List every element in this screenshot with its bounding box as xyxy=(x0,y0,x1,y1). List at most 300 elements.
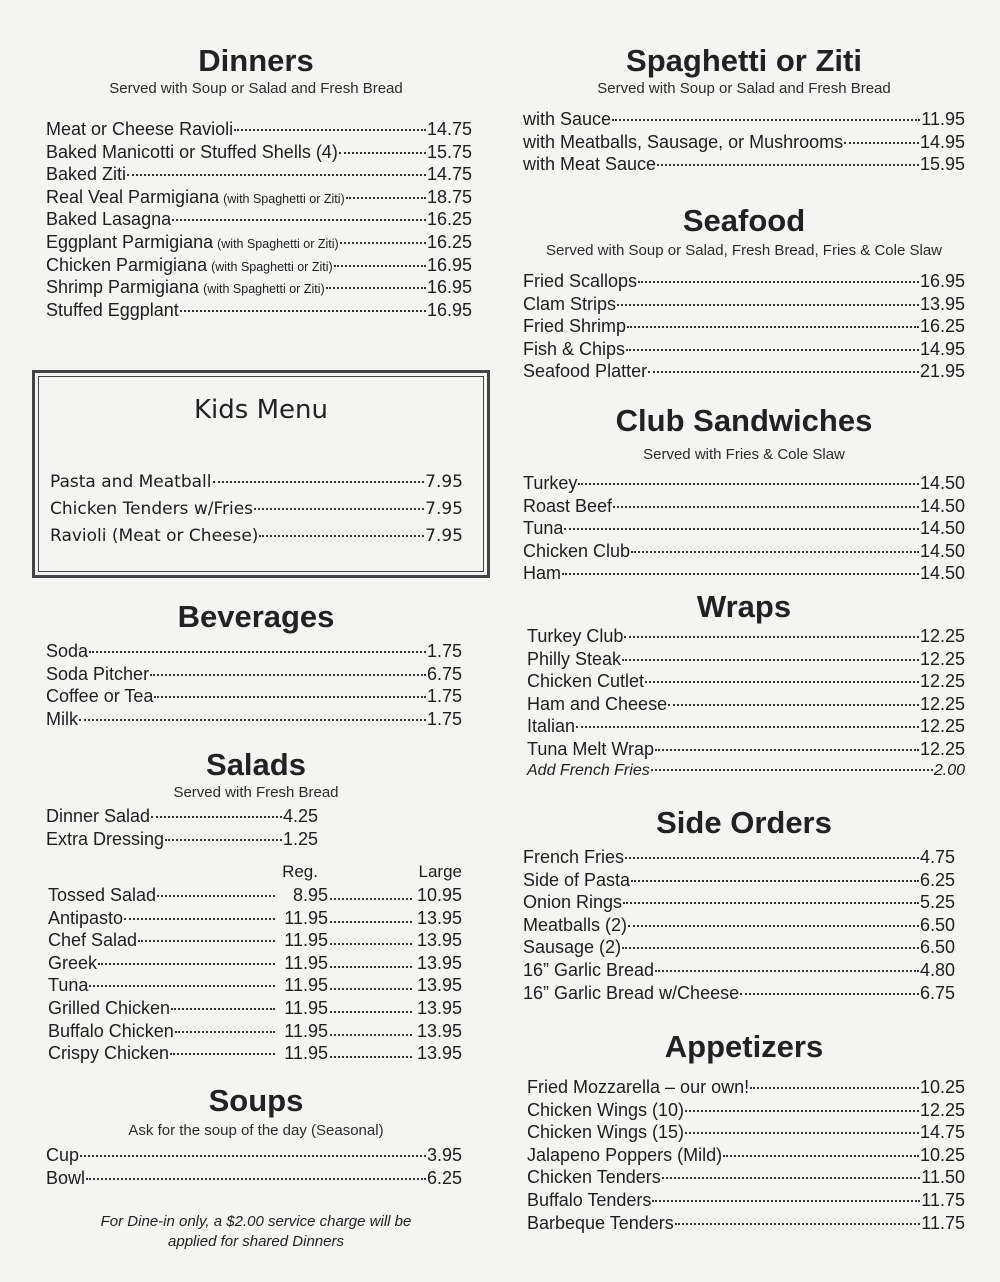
salad-reg-price: 11.95 xyxy=(284,1020,328,1041)
menu-item-price: 4.25 xyxy=(282,806,318,826)
leader-dots xyxy=(648,371,919,373)
leader-dots xyxy=(254,508,424,510)
menu-item-price: 14.75 xyxy=(426,119,472,139)
menu-item-price: 14.75 xyxy=(919,1122,965,1143)
menu-item-name: Chicken Parmigiana xyxy=(46,254,208,275)
menu-item-row xyxy=(50,469,463,496)
menu-item-price: 1.75 xyxy=(426,686,462,707)
leader-dots xyxy=(626,349,919,351)
menu-item-name: Pasta and Meatball xyxy=(50,472,212,492)
menu-item-row xyxy=(46,640,462,663)
menu-item-price: 11.75 xyxy=(921,1189,965,1210)
menu-item-name: Soda xyxy=(46,641,89,661)
seafood-section xyxy=(523,204,965,260)
menu-item-row xyxy=(46,231,472,254)
leader-dots xyxy=(175,1031,275,1033)
menu-item-price: 1.75 xyxy=(426,708,462,729)
leader-dots xyxy=(98,963,275,965)
spaghetti-section xyxy=(523,44,965,98)
club-list xyxy=(523,472,965,585)
leader-dots xyxy=(89,651,426,653)
wraps-section xyxy=(523,590,965,624)
menu-item-name: Chicken Cutlet xyxy=(527,671,645,692)
sides-list xyxy=(523,846,955,1004)
menu-item-row xyxy=(523,293,965,316)
menu-item-name: Bowl xyxy=(46,1167,86,1188)
salad-name: Crispy Chicken xyxy=(48,1043,170,1064)
salad-reg-price: 11.95 xyxy=(284,907,328,928)
menu-item-price: 6.75 xyxy=(426,663,462,684)
menu-item-price: 15.75 xyxy=(426,141,472,162)
menu-item-price: 10.25 xyxy=(919,1144,965,1165)
leader-dots xyxy=(740,993,919,995)
seafood-subtitle: Served with Soup or Salad, Fresh Bread, Fries & Cole Slaw xyxy=(545,242,942,259)
menu-item-row xyxy=(523,562,965,585)
menu-item-name: Tuna Melt Wrap xyxy=(527,738,655,759)
leader-dots xyxy=(623,902,919,904)
menu-item-name: Seafood Platter xyxy=(523,361,648,382)
menu-item-price: 11.50 xyxy=(921,1167,965,1188)
salad-name-cell xyxy=(48,1042,276,1065)
leader-dots xyxy=(622,659,919,661)
wraps-list xyxy=(527,625,965,761)
salad-large-price: 13.95 xyxy=(416,907,462,928)
leader-dots xyxy=(172,219,426,221)
addon-price: 2.00 xyxy=(933,762,965,779)
menu-item-row xyxy=(46,828,318,851)
leader-dots xyxy=(346,197,426,199)
spaghetti-list xyxy=(523,108,965,176)
leader-dots xyxy=(138,940,275,942)
leader-dots xyxy=(89,985,275,987)
menu-item-name: with Meat Sauce xyxy=(523,154,657,175)
salad-name: Tossed Salad xyxy=(48,885,157,905)
leader-dots xyxy=(80,1155,426,1157)
menu-item-note: (with Spaghetti or Ziti) xyxy=(217,236,339,251)
menu-item-row xyxy=(523,869,955,892)
menu-item-row xyxy=(46,708,462,731)
menu-item-price: 12.25 xyxy=(919,1099,965,1120)
menu-item-name: 16” Garlic Bread xyxy=(523,959,655,980)
menu-item-row xyxy=(527,1144,965,1167)
salad-row xyxy=(46,952,466,975)
menu-item-name: Roast Beef xyxy=(523,495,613,516)
menu-item-price: 4.80 xyxy=(919,959,955,980)
menu-item-row xyxy=(46,254,472,277)
menu-item-price: 14.50 xyxy=(919,473,965,493)
menu-item-row xyxy=(46,1144,462,1167)
menu-item-price: 16.95 xyxy=(426,277,472,298)
salads-simple-list xyxy=(46,805,318,850)
salads-section xyxy=(46,748,466,802)
dinners-section xyxy=(46,44,466,98)
wraps-addon xyxy=(527,760,965,783)
menu-item-row xyxy=(523,131,965,154)
leader-dots xyxy=(750,1087,919,1089)
leader-dots xyxy=(655,749,919,751)
menu-item-note: (with Spaghetti or Ziti) xyxy=(223,191,345,206)
menu-item-price: 7.95 xyxy=(425,499,463,519)
leader-dots xyxy=(340,242,426,244)
salads-size-header xyxy=(46,862,466,884)
leader-dots xyxy=(330,898,412,900)
menu-item-name: Ham and Cheese xyxy=(527,693,668,714)
menu-item-note: (with Spaghetti or Ziti) xyxy=(211,259,333,274)
menu-item-row xyxy=(523,540,965,563)
salad-name-cell xyxy=(48,997,276,1020)
club-subtitle: Served with Fries & Cole Slaw xyxy=(643,446,845,463)
menu-item-row xyxy=(46,118,472,141)
salads-sized-rows xyxy=(46,884,466,1065)
leader-dots xyxy=(127,174,426,176)
salad-reg-price: 11.95 xyxy=(284,930,328,951)
menu-item-name: Chicken Wings (15) xyxy=(527,1122,685,1143)
leader-dots xyxy=(330,921,412,923)
menu-item-row xyxy=(527,648,965,671)
menu-item-name: Baked Lasagna xyxy=(46,209,172,230)
menu-item-name: Barbeque Tenders xyxy=(527,1212,674,1233)
salads-sized-table xyxy=(46,862,466,1065)
leader-dots xyxy=(675,1223,921,1225)
menu-item-name: Onion Rings xyxy=(523,892,623,913)
leader-dots xyxy=(624,636,919,638)
menu-item-row xyxy=(523,270,965,293)
menu-item-name: French Fries xyxy=(523,847,625,867)
menu-item-price: 14.95 xyxy=(919,131,965,152)
menu-item-name: Fish & Chips xyxy=(523,338,626,359)
menu-item-price: 14.50 xyxy=(919,563,965,584)
menu-item-name: Milk xyxy=(46,708,78,729)
leader-dots xyxy=(655,970,919,972)
menu-item-price: 12.25 xyxy=(919,716,965,737)
menu-item-name: Baked Manicotti or Stuffed Shells (4) xyxy=(46,141,338,162)
soups-title: Soups xyxy=(208,1083,304,1118)
menu-item-name: Cup xyxy=(46,1145,80,1165)
leader-dots xyxy=(330,1056,412,1058)
menu-item-price: 16.95 xyxy=(426,299,472,320)
leader-dots xyxy=(668,704,919,706)
salad-large-price: 13.95 xyxy=(416,997,462,1018)
menu-item-row xyxy=(527,625,965,648)
shared-dinner-footnote xyxy=(46,1212,466,1252)
menu-item-name: Baked Ziti xyxy=(46,164,127,185)
menu-item-note: (with Spaghetti or Ziti) xyxy=(203,282,325,297)
menu-item-name: Turkey xyxy=(523,473,578,493)
menu-item-price: 16.25 xyxy=(426,231,472,252)
menu-item-row xyxy=(46,663,462,686)
menu-item-name: Fried Mozzarella – our own! xyxy=(527,1077,750,1097)
menu-item-name: Eggplant Parmigiana xyxy=(46,231,214,252)
menu-item-price: 16.25 xyxy=(919,316,965,337)
kids-menu-title: Kids Menu xyxy=(194,395,328,425)
leader-dots xyxy=(685,1110,919,1112)
salad-reg-price: 11.95 xyxy=(284,975,328,996)
menu-item-name: Dinner Salad xyxy=(46,806,151,826)
club-section xyxy=(523,404,965,464)
leader-dots xyxy=(617,304,919,306)
menu-item-row xyxy=(523,846,955,869)
menu-item-row xyxy=(50,496,463,523)
salad-reg-price: 8.95 xyxy=(292,885,328,905)
footnote-line-1: For Dine-in only, a $2.00 service charge will be xyxy=(100,1213,412,1230)
salad-name: Buffalo Chicken xyxy=(48,1020,174,1041)
leader-dots xyxy=(259,535,424,537)
menu-item-name: Meat or Cheese Ravioli xyxy=(46,119,234,139)
menu-item-name: Sausage (2) xyxy=(523,937,622,958)
menu-item-row xyxy=(46,685,462,708)
leader-dots xyxy=(151,816,282,818)
menu-item-row xyxy=(523,360,965,383)
menu-item-price: 6.25 xyxy=(919,869,955,890)
menu-item-name: Stuffed Eggplant xyxy=(46,299,179,320)
menu-item-row xyxy=(46,1167,462,1190)
menu-item-name: Chicken Wings (10) xyxy=(527,1099,685,1120)
leader-dots xyxy=(651,769,933,771)
kids-menu-list xyxy=(50,469,463,550)
menu-item-row xyxy=(523,338,965,361)
menu-item-price: 16.95 xyxy=(426,254,472,275)
menu-item-row xyxy=(527,670,965,693)
kids-menu-box xyxy=(32,370,490,578)
soups-subtitle: Ask for the soup of the day (Seasonal) xyxy=(128,1122,384,1139)
leader-dots xyxy=(79,719,426,721)
menu-item-row xyxy=(46,805,318,828)
leader-dots xyxy=(613,506,919,508)
leader-dots xyxy=(330,988,412,990)
salads-title: Salads xyxy=(206,747,306,782)
menu-item-price: 14.95 xyxy=(919,338,965,359)
menu-item-price: 12.25 xyxy=(919,738,965,759)
menu-item-name: Meatballs (2) xyxy=(523,914,628,935)
menu-item-name: Jalapeno Poppers (Mild) xyxy=(527,1144,723,1165)
leader-dots xyxy=(622,947,919,949)
menu-item-row xyxy=(527,715,965,738)
menu-item-name: Clam Strips xyxy=(523,293,617,314)
menu-item-row xyxy=(523,959,955,982)
menu-item-row xyxy=(46,208,472,231)
menu-item-row xyxy=(46,141,472,164)
menu-item-row xyxy=(527,1189,965,1212)
leader-dots xyxy=(86,1178,426,1180)
club-title: Club Sandwiches xyxy=(615,403,873,438)
salad-row xyxy=(46,929,466,952)
menu-item-row xyxy=(523,153,965,176)
soups-section xyxy=(46,1084,466,1140)
soups-list xyxy=(46,1144,462,1189)
menu-item-row xyxy=(46,276,472,299)
menu-item-name: Fried Shrimp xyxy=(523,316,627,337)
leader-dots xyxy=(652,1200,920,1202)
menu-item-name: Buffalo Tenders xyxy=(527,1189,652,1210)
menu-item-price: 6.75 xyxy=(919,982,955,1003)
salad-row xyxy=(46,884,466,907)
menu-item-name: Real Veal Parmigiana xyxy=(46,186,220,207)
salad-name-cell xyxy=(48,1020,276,1043)
salad-row xyxy=(46,997,466,1020)
menu-item-name: Shrimp Parmigiana xyxy=(46,277,200,298)
menu-item-price: 11.95 xyxy=(921,109,965,129)
menu-item-price: 21.95 xyxy=(919,361,965,382)
salad-large-price: 13.95 xyxy=(416,952,462,973)
leader-dots xyxy=(723,1155,919,1157)
menu-item-price: 13.95 xyxy=(919,293,965,314)
menu-item-price: 7.95 xyxy=(425,472,463,492)
leader-dots xyxy=(576,726,919,728)
menu-item-price: 14.50 xyxy=(919,518,965,539)
menu-item-row xyxy=(527,693,965,716)
menu-item-name: Tuna xyxy=(523,518,564,539)
menu-item-price: 16.25 xyxy=(426,209,472,230)
salad-row xyxy=(46,974,466,997)
menu-item-price: 11.75 xyxy=(921,1212,965,1233)
menu-item-name: with Sauce xyxy=(523,109,612,129)
salad-name-cell xyxy=(48,974,276,997)
menu-item-price: 6.50 xyxy=(919,914,955,935)
leader-dots xyxy=(150,674,426,676)
leader-dots xyxy=(645,681,919,683)
menu-item-price: 3.95 xyxy=(426,1145,462,1165)
reg-size-label: Reg. xyxy=(282,862,318,881)
menu-item-name: Ham xyxy=(523,563,562,584)
salad-name: Tuna xyxy=(48,975,89,996)
salad-large-price: 13.95 xyxy=(416,930,462,951)
menu-item-price: 15.95 xyxy=(919,154,965,175)
menu-item-row xyxy=(527,1166,965,1189)
leader-dots xyxy=(628,925,919,927)
menu-item-name: Fried Scallops xyxy=(523,271,638,291)
leader-dots xyxy=(326,287,426,289)
menu-item-row xyxy=(523,982,955,1005)
leader-dots xyxy=(631,551,919,553)
leader-dots xyxy=(844,142,919,144)
beverages-list xyxy=(46,640,462,730)
dinners-title: Dinners xyxy=(198,43,314,78)
menu-item-name: Italian xyxy=(527,716,576,737)
leader-dots xyxy=(627,326,919,328)
menu-item-row xyxy=(523,936,955,959)
leader-dots xyxy=(330,966,412,968)
menu-item-name: Side of Pasta xyxy=(523,869,631,890)
menu-item-row xyxy=(523,891,955,914)
menu-item-row xyxy=(50,523,463,550)
menu-item-price: 7.95 xyxy=(425,526,463,546)
menu-item-name: Extra Dressing xyxy=(46,828,165,849)
salad-name: Antipasto xyxy=(48,907,124,928)
spaghetti-subtitle: Served with Soup or Salad and Fresh Bread xyxy=(597,80,891,97)
menu-item-price: 4.75 xyxy=(919,847,955,867)
salad-large-price: 13.95 xyxy=(416,975,462,996)
menu-item-row xyxy=(523,517,965,540)
salad-name-cell xyxy=(48,952,276,975)
leader-dots xyxy=(657,164,919,166)
menu-item-row xyxy=(523,315,965,338)
salad-large-price: 10.95 xyxy=(416,885,462,905)
salad-reg-price: 11.95 xyxy=(284,1043,328,1064)
menu-item-row xyxy=(527,1212,965,1235)
menu-item-name: Philly Steak xyxy=(527,648,622,669)
wraps-title: Wraps xyxy=(696,589,792,624)
menu-item-name: Chicken Tenders xyxy=(527,1167,661,1188)
menu-item-price: 14.50 xyxy=(919,495,965,516)
menu-item-name: with Meatballs, Sausage, or Mushrooms xyxy=(523,131,844,152)
salad-name: Chef Salad xyxy=(48,930,138,951)
menu-item-name: Soda Pitcher xyxy=(46,663,150,684)
menu-item-price: 14.50 xyxy=(919,540,965,561)
seafood-title: Seafood xyxy=(682,203,806,238)
appetizers-section xyxy=(523,1030,965,1064)
leader-dots xyxy=(562,573,919,575)
footnote-line-2: applied for shared Dinners xyxy=(168,1233,344,1250)
menu-item-row xyxy=(46,186,472,209)
add-french-fries-row xyxy=(527,760,965,783)
leader-dots xyxy=(339,152,426,154)
menu-item-price: 12.25 xyxy=(919,648,965,669)
menu-item-price: 12.25 xyxy=(919,693,965,714)
menu-item-name: Turkey Club xyxy=(527,626,624,646)
spaghetti-title: Spaghetti or Ziti xyxy=(626,43,862,78)
salad-name: Greek xyxy=(48,952,98,973)
leader-dots xyxy=(170,1053,275,1055)
appetizers-title: Appetizers xyxy=(664,1029,824,1064)
salad-name-cell xyxy=(48,929,276,952)
salad-reg-price: 11.95 xyxy=(284,997,328,1018)
menu-item-row xyxy=(523,914,955,937)
salad-row xyxy=(46,1020,466,1043)
menu-item-row xyxy=(527,1121,965,1144)
menu-item-price: 12.25 xyxy=(919,671,965,692)
salad-large-price: 13.95 xyxy=(416,1020,462,1041)
menu-item-name: 16” Garlic Bread w/Cheese xyxy=(523,982,740,1003)
salad-name-cell xyxy=(48,884,276,907)
addon-name: Add French Fries xyxy=(527,762,650,779)
leader-dots xyxy=(564,528,919,530)
large-size-label: Large xyxy=(418,862,462,881)
menu-item-name: Chicken Tenders w/Fries xyxy=(50,499,254,519)
menu-item-price: 16.95 xyxy=(919,271,965,291)
menu-item-name: Coffee or Tea xyxy=(46,686,154,707)
salad-row xyxy=(46,1042,466,1065)
menu-item-row xyxy=(523,495,965,518)
menu-item-row xyxy=(527,738,965,761)
menu-item-price: 6.50 xyxy=(919,937,955,958)
menu-item-row xyxy=(46,163,472,186)
leader-dots xyxy=(180,310,426,312)
leader-dots xyxy=(330,1011,412,1013)
beverages-section xyxy=(46,600,466,634)
leader-dots xyxy=(625,857,919,859)
leader-dots xyxy=(330,1034,412,1036)
dinners-subtitle: Served with Soup or Salad and Fresh Bread xyxy=(109,80,403,97)
leader-dots xyxy=(234,129,426,131)
leader-dots xyxy=(124,918,275,920)
leader-dots xyxy=(157,895,275,897)
menu-item-price: 1.25 xyxy=(282,828,318,849)
leader-dots xyxy=(171,1008,275,1010)
menu-item-price: 1.75 xyxy=(426,641,462,661)
sides-section xyxy=(523,806,965,840)
leader-dots xyxy=(631,880,919,882)
menu-item-price: 6.25 xyxy=(426,1167,462,1188)
menu-item-row xyxy=(46,299,472,322)
menu-item-name: Ravioli (Meat or Cheese) xyxy=(50,526,259,546)
menu-item-price: 14.75 xyxy=(426,164,472,185)
menu-item-price: 5.25 xyxy=(919,892,955,913)
menu-item-price: 18.75 xyxy=(426,186,472,207)
leader-dots xyxy=(330,943,412,945)
seafood-list xyxy=(523,270,965,383)
menu-item-row xyxy=(523,108,965,131)
salads-subtitle: Served with Fresh Bread xyxy=(173,784,339,801)
